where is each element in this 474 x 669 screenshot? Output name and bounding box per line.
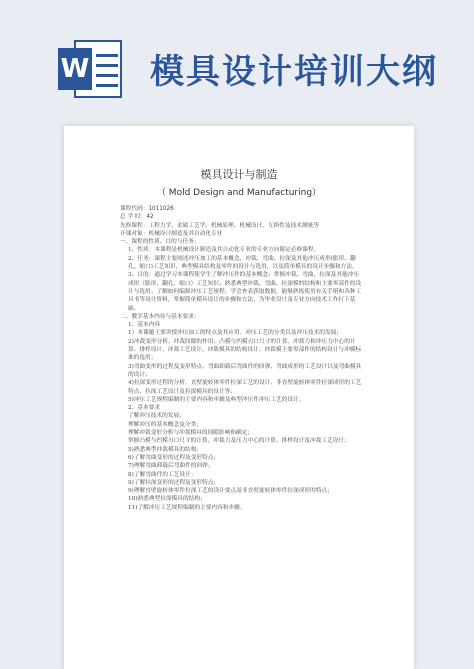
text-line: 2、基本要求 bbox=[128, 405, 161, 412]
text-line: 3、目的：通过学习本课程使学生了解冲压件的基本概念；掌握冲裁、弯曲、拉深及其他冲压成形（胀形、翻孔、缩口）工艺知识；熟悉典型冲裁、弯曲、拉深模的结构和主要零部件的设计与选用；了解如何编制冲压工艺规程；学会查表获取数据，能够熟练使用有关手册和各种工具书等设计资料，掌握简单模具设计的步骤和方法，为毕业设计及专业方向技术工作打下基础。 bbox=[128, 272, 362, 312]
word-letter-badge: W bbox=[58, 48, 92, 90]
document-body bbox=[120, 205, 364, 512]
text-line: 理解冲裁变形分析与冲裁模具的间隙影响和确定； bbox=[128, 430, 254, 437]
meta-label: 开课对象： bbox=[120, 230, 149, 237]
document-title: 模具设计与制造 bbox=[200, 168, 278, 181]
text-line: 2)冲裁变形分析、冲裁间隙的作用、凸模与凹模刃口尺寸的计算、冲裁力和冲压力中心的计算、排样设计、冲裁工艺设计、冲裁模具的结构设计、冲裁模主要零部件的结构设计与冲模标准的选用； bbox=[128, 338, 362, 362]
text-line: 1、基本内容 bbox=[128, 322, 161, 329]
meta-value: 工程力学、金属工艺学、机械原理、机械设计、互换性及技术测量等 bbox=[148, 222, 320, 229]
meta-label: 课程代码： bbox=[120, 206, 149, 212]
document-subtitle: （ Mold Design and Manufacturing） bbox=[156, 188, 322, 198]
text-line: 2、任务：课程主要阐述冲压加工的基本概念，冲裁、弯曲、拉深及其他冲压成形(胀形、翻孔、缩口)工艺知识，典型模具结构及零件的设计与选用，以及简单模具的设计步骤和方法。 bbox=[128, 255, 358, 271]
syllabus-content bbox=[120, 238, 364, 512]
text-line: 6)了解弯曲变形的过程及变形特点； bbox=[128, 454, 220, 461]
text-line: 5)冲压工艺规程编制的主要内容和步骤及典型冲压件冲压工艺的设计。 bbox=[128, 396, 305, 403]
text-line: 一、课程的性质、目的与任务： bbox=[120, 239, 200, 246]
word-icon bbox=[58, 38, 122, 102]
text-line: 11)了解冲压工艺规程编制的主要内容和步骤。 bbox=[128, 504, 246, 511]
meta-label: 总 学 时： bbox=[120, 214, 147, 221]
meta-value: 机械设计制造及其自动化专业 bbox=[148, 230, 223, 237]
text-line: 4)拉深变形过程的分析、直壁旋转体零件拉深工艺的设计、非直壁旋转体零件拉深成形的工艺特点、拉深工艺设计及拉深模具的设计等； bbox=[128, 380, 362, 395]
meta-row bbox=[120, 213, 364, 221]
text-line: 1、性质：本课程是机械设计制造及其自动化专业的专业方向限定必修课程。 bbox=[128, 247, 320, 254]
text-line: 8)了解弯曲件的工艺设计； bbox=[128, 471, 197, 478]
document-page bbox=[64, 126, 414, 669]
text-line: 9)理解直壁旋转体零件拉深工艺的设计要点及非直壁旋转体零件拉深成形的特点； bbox=[128, 488, 333, 495]
text-line: 7)理解弯曲卸载后弯曲件的回弹； bbox=[128, 463, 214, 470]
text-line: 理解冲压的基本概念及分类； bbox=[128, 421, 202, 428]
text-line: 1）本课题主要讲授冲压加工的特点及其应用。冲压工艺的分类以及冲压技术的发展； bbox=[128, 330, 343, 337]
text-line: 了解冲压技术的发展； bbox=[128, 413, 185, 420]
course-meta bbox=[120, 205, 364, 238]
meta-row bbox=[120, 230, 364, 238]
meta-label: 先修课程： bbox=[120, 222, 149, 229]
meta-value: 42 bbox=[146, 214, 154, 221]
meta-value: 1011026 bbox=[148, 206, 174, 212]
text-line: 9)了解拉深变形的过程及变形特点； bbox=[128, 479, 220, 486]
text-line: 3)弯曲变形的过程及变形特点、弯曲卸载后弯曲件的回弹、弯曲成形的工艺设计以及弯曲模具的设计； bbox=[128, 363, 362, 378]
text-line: 掌握凸模与凹模刃口尺寸的计算、冲裁力及压力中心的计算、排样设计及冲裁工艺设计； bbox=[128, 438, 350, 445]
text-line: 10)熟悉典型拉深模具的结构； bbox=[128, 496, 206, 503]
meta-row bbox=[120, 205, 364, 213]
text-line: 5)熟悉典型冲裁模具的结构； bbox=[128, 446, 203, 453]
banner bbox=[0, 0, 474, 118]
meta-row bbox=[120, 222, 364, 230]
banner-title: 模具设计培训大纲 bbox=[150, 52, 438, 92]
text-line: 二、教学基本内容与基本要求： bbox=[120, 313, 200, 320]
